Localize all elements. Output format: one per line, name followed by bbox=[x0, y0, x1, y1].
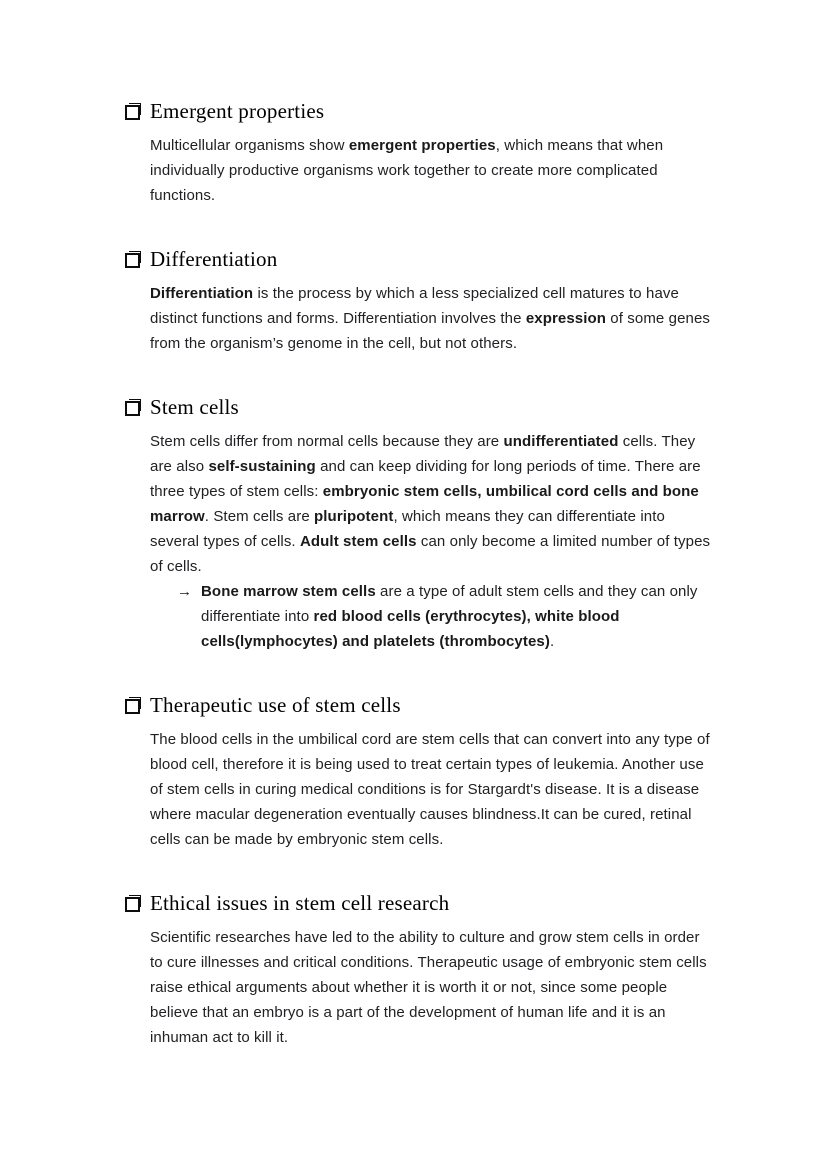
section-differentiation bbox=[125, 244, 718, 356]
text-run: is the process by which a less specialized cell matures to have distinct functions and forms. Differentiation involves the bbox=[150, 285, 679, 327]
text-run: cells. They are also bbox=[150, 433, 696, 475]
checkbox-square-icon bbox=[125, 401, 140, 416]
section-therapeutic-use-of-stem-cells bbox=[125, 690, 718, 852]
bold-text-run: embryonic stem cells, umbilical cord cells and bone marrow bbox=[150, 483, 699, 525]
section-heading: Differentiation bbox=[150, 247, 278, 271]
checkbox-square-icon bbox=[125, 105, 140, 120]
section-heading: Ethical issues in stem cell research bbox=[150, 891, 450, 915]
section-stem-cells bbox=[125, 392, 718, 654]
section-heading-row bbox=[125, 690, 718, 720]
text-run: . Stem cells are bbox=[204, 508, 315, 525]
section-heading: Stem cells bbox=[150, 395, 239, 419]
section-heading-row bbox=[125, 96, 718, 126]
section-paragraph bbox=[150, 133, 712, 208]
arrow-list-item-text bbox=[201, 579, 712, 654]
checkbox-square-icon bbox=[125, 897, 140, 912]
bold-text-run: Bone marrow stem cells bbox=[201, 583, 376, 600]
bold-text-run: self-sustaining bbox=[208, 458, 316, 475]
arrow-right-icon: → bbox=[177, 583, 192, 600]
section-heading-row bbox=[125, 392, 718, 422]
text-run: , which means that when individually productive organisms work together to create more complicated functions. bbox=[150, 137, 664, 204]
section-heading-row bbox=[125, 888, 718, 918]
section-emergent-properties bbox=[125, 96, 718, 208]
section-paragraph bbox=[150, 281, 712, 356]
section-heading: Therapeutic use of stem cells bbox=[150, 693, 401, 717]
text-run: are a type of adult stem cells and they can only differentiate into bbox=[201, 583, 698, 625]
checkbox-square-icon bbox=[125, 699, 140, 714]
bold-text-run: red blood cells (erythrocytes), white blood cells(lymphocytes) and platelets (thrombocytes) bbox=[201, 608, 620, 650]
arrow-list-item bbox=[177, 579, 712, 654]
text-run: The blood cells in the umbilical cord are stem cells that can convert into any type of blood cell, therefore it is being used to treat certain types of leukemia. Another use of stem cells in curing medical conditions is for Stargardt's disease. It is a disease where macular degeneration eventually causes blindness.It can be cured, retinal cells can be made by embryonic stem cells. bbox=[150, 731, 710, 848]
section-ethical-issues-in-stem-cell-research bbox=[125, 888, 718, 1050]
text-run: can only become a limited number of types of cells. bbox=[150, 533, 711, 575]
text-run: Multicellular organisms show bbox=[150, 137, 349, 154]
text-run: , which means they can differentiate into several types of cells. bbox=[150, 508, 665, 550]
section-heading-row bbox=[125, 244, 718, 274]
checkbox-square-icon bbox=[125, 253, 140, 268]
bold-text-run: pluripotent bbox=[314, 508, 394, 525]
text-run: and can keep dividing for long periods of time. There are three types of stem cells: bbox=[150, 458, 701, 500]
text-run: of some genes from the organism’s genome in the cell, but not others. bbox=[150, 310, 710, 352]
section-paragraph bbox=[150, 429, 712, 579]
bold-text-run: Adult stem cells bbox=[299, 533, 417, 550]
bold-text-run: Differentiation bbox=[150, 285, 254, 302]
text-run: Stem cells differ from normal cells because they are bbox=[150, 433, 504, 450]
section-paragraph bbox=[150, 925, 712, 1050]
bold-text-run: undifferentiated bbox=[503, 433, 619, 450]
text-run: . bbox=[549, 633, 555, 650]
text-run: Scientific researches have led to the ability to culture and grow stem cells in order to cure illnesses and critical conditions. Therapeutic usage of embryonic stem cells raise ethical arguments about whether it is worth it or not, since some people believe that an embryo is a part of the development of human life and it is an inhuman act to kill it. bbox=[150, 929, 707, 1046]
section-paragraph bbox=[150, 727, 712, 852]
bold-text-run: emergent properties bbox=[348, 137, 496, 154]
bold-text-run: expression bbox=[525, 310, 607, 327]
section-heading: Emergent properties bbox=[150, 99, 325, 123]
